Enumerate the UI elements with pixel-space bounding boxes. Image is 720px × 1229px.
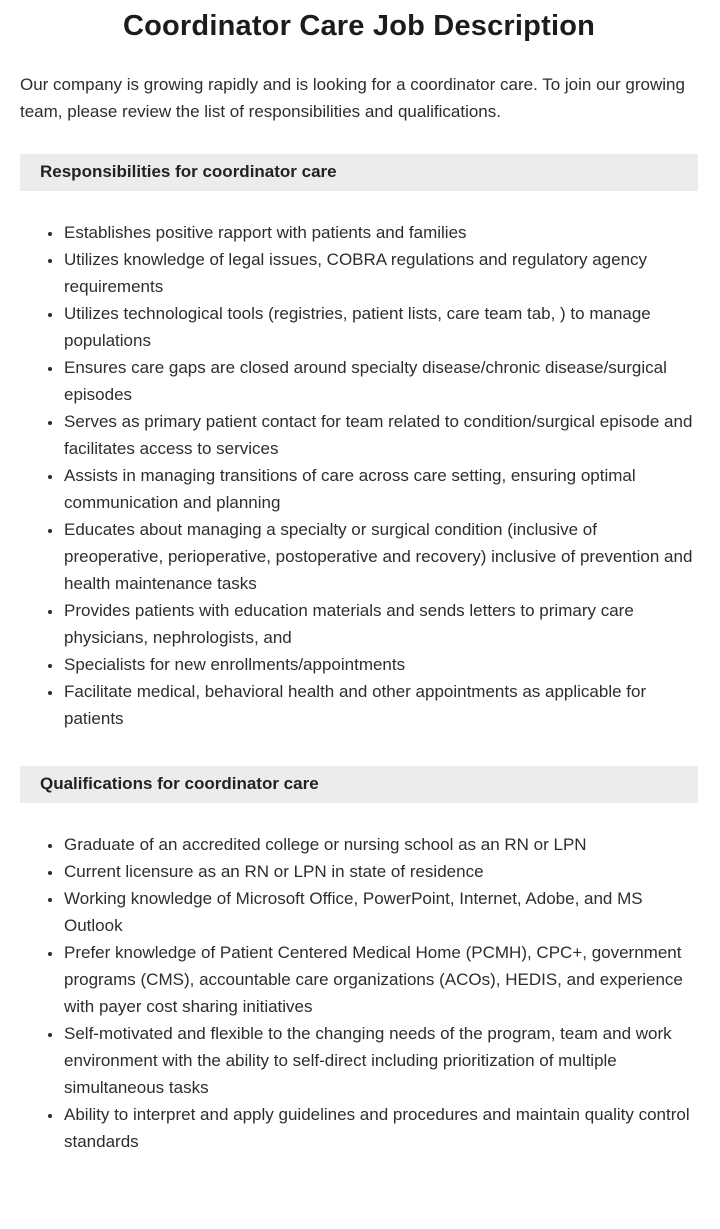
list-item: • Assists in managing transitions of care across care setting, ensuring optimal communication and planning bbox=[63, 462, 698, 516]
list-item: • Educates about managing a specialty or surgical condition (inclusive of preoperative, perioperative, postoperative and recovery) inclusive of prevention and health maintenance tasks bbox=[63, 516, 698, 597]
list-item: • Ability to interpret and apply guidelines and procedures and maintain quality control standards bbox=[63, 1101, 698, 1155]
list-item: • Self-motivated and flexible to the changing needs of the program, team and work environment with the ability to self-direct including prioritization of multiple simultaneous tasks bbox=[63, 1020, 698, 1101]
list-item: • Ensures care gaps are closed around specialty disease/chronic disease/surgical episodes bbox=[63, 354, 698, 408]
page-title: Coordinator Care Job Description bbox=[122, 10, 596, 42]
section-qualifications bbox=[20, 766, 698, 1155]
qualifications-section-heading: Qualifications for coordinator care bbox=[20, 766, 698, 803]
list-item: • Establishes positive rapport with patients and families bbox=[63, 219, 698, 246]
list-item: • Specialists for new enrollments/appointments bbox=[63, 651, 698, 678]
list-item: • Provides patients with education materials and sends letters to primary care physicians, nephrologists, and bbox=[63, 597, 698, 651]
list-item: • Working knowledge of Microsoft Office, PowerPoint, Internet, Adobe, and MS Outlook bbox=[63, 885, 698, 939]
responsibilities-section-heading: Responsibilities for coordinator care bbox=[20, 154, 698, 191]
list-item: • Graduate of an accredited college or nursing school as an RN or LPN bbox=[63, 831, 698, 858]
list-item: • Current licensure as an RN or LPN in state of residence bbox=[63, 858, 698, 885]
qualifications-list bbox=[20, 831, 698, 1155]
list-item: • Utilizes technological tools (registries, patient lists, care team tab, ) to manage populations bbox=[63, 300, 698, 354]
list-item: • Facilitate medical, behavioral health and other appointments as applicable for patients bbox=[63, 678, 698, 732]
intro-text: Our company is growing rapidly and is looking for a coordinator care. To join our growing team, please review the list of responsibilities and qualifications. bbox=[20, 75, 685, 121]
list-item: • Utilizes knowledge of legal issues, COBRA regulations and regulatory agency requirements bbox=[63, 246, 698, 300]
list-item: • Serves as primary patient contact for team related to condition/surgical episode and facilitates access to services bbox=[63, 408, 698, 462]
list-item: • Prefer knowledge of Patient Centered Medical Home (PCMH), CPC+, government programs (CMS), accountable care organizations (ACOs), HEDIS, and experience with payer cost sharing initiatives bbox=[63, 939, 698, 1020]
section-responsibilities bbox=[20, 154, 698, 732]
responsibilities-list bbox=[20, 219, 698, 732]
